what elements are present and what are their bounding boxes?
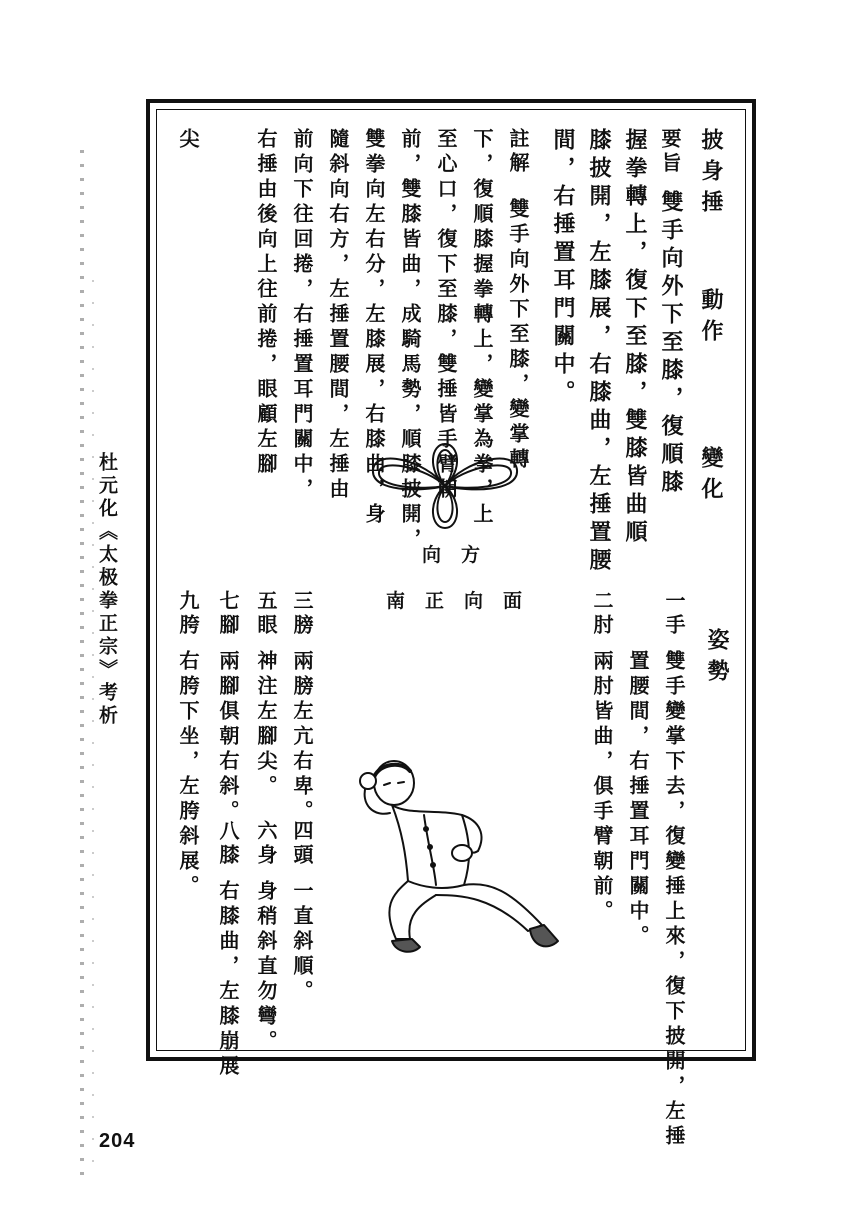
posture-label-knees: 八膝 <box>216 820 240 868</box>
direction-caption-char: 方 <box>461 544 481 566</box>
essentials-line: 膝披開，左膝展，右膝曲，左捶置腰 <box>586 128 612 576</box>
posture-label-shoulder: 三膀 <box>290 590 314 638</box>
posture-text-head: 一直斜順。 <box>290 880 314 1005</box>
direction-facing-char: 面 <box>503 590 523 612</box>
essentials-line: 間，右捶置耳門關中。 <box>550 128 576 408</box>
posture-text-hand: 雙手變掌下去，復變捶上來，復下披開，左捶 <box>662 650 686 1150</box>
notes-label: 註解 <box>506 128 530 176</box>
posture-text-body: 身稍斜直勿彎。 <box>254 880 278 1055</box>
posture-text-elbow: 兩肘皆曲，俱手臂朝前。 <box>590 650 614 925</box>
page-number: 204 <box>99 1130 136 1152</box>
posture-label-elbow: 二肘 <box>590 590 614 638</box>
change-heading: 變化 <box>698 446 724 508</box>
posture-label-eyes: 五眼 <box>254 590 278 638</box>
form-title: 披身捶 <box>698 128 724 221</box>
notes-line: 前向下往回捲，右捶置耳門關中， <box>290 128 314 503</box>
notes-line: 右捶由後向上往前捲，眼顧左腳 <box>254 128 278 478</box>
direction-facing-char: 正 <box>425 590 445 612</box>
direction-caption-char: 向 <box>422 544 442 566</box>
posture-label-body: 六身 <box>254 820 278 868</box>
notes-line: 雙手向外下至膝，變掌轉 <box>506 198 530 473</box>
notes-line: 下，復順膝握拳轉上，變掌為拳，上 <box>470 128 494 528</box>
direction-diagram <box>365 440 525 532</box>
posture-text-hand: 置腰間，右捶置耳門關中。 <box>626 650 650 950</box>
binding-edge-marks <box>80 150 84 1180</box>
book-title-sidebar: 杜元化《太极拳正宗》考析 <box>96 452 118 728</box>
posture-text-knees: 右膝曲，左膝崩展 <box>216 880 240 1080</box>
notes-line: 前，雙膝皆曲，成騎馬勢，順膝披開， <box>398 128 422 553</box>
essentials-line: 握拳轉上，復下至膝，雙膝皆曲順 <box>622 128 648 548</box>
posture-label-feet: 七腳 <box>216 590 240 638</box>
notes-line: 雙拳向左右分，左膝展，右膝曲，身 <box>362 128 386 528</box>
motion-heading: 動作 <box>698 288 724 350</box>
notes-line: 隨斜向右方，左捶置腰間，左捶由 <box>326 128 350 503</box>
posture-label-hand: 一手 <box>662 590 686 638</box>
posture-text-shoulder: 兩膀左亢右卑。 <box>290 650 314 825</box>
posture-text-feet: 兩腳俱朝右斜。 <box>216 650 240 825</box>
essentials-label: 要旨 <box>658 128 682 176</box>
binding-edge-marks <box>92 280 94 1180</box>
essentials-line: 雙手向外下至膝，復順膝 <box>658 190 684 498</box>
direction-facing-char: 南 <box>386 590 406 612</box>
posture-text-hips: 右胯下坐，左胯斜展。 <box>176 650 200 900</box>
posture-label-hips: 九胯 <box>176 590 200 638</box>
direction-facing-char: 向 <box>464 590 484 612</box>
posture-figure-illustration <box>352 755 574 965</box>
posture-heading: 姿勢 <box>704 628 730 690</box>
posture-text-eyes: 神注左腳尖。 <box>254 650 278 800</box>
posture-label-head: 四頭 <box>290 820 314 868</box>
notes-line: 尖 <box>176 128 200 153</box>
notes-line: 至心口，復下至膝，雙捶皆手臂朝 <box>434 128 458 503</box>
